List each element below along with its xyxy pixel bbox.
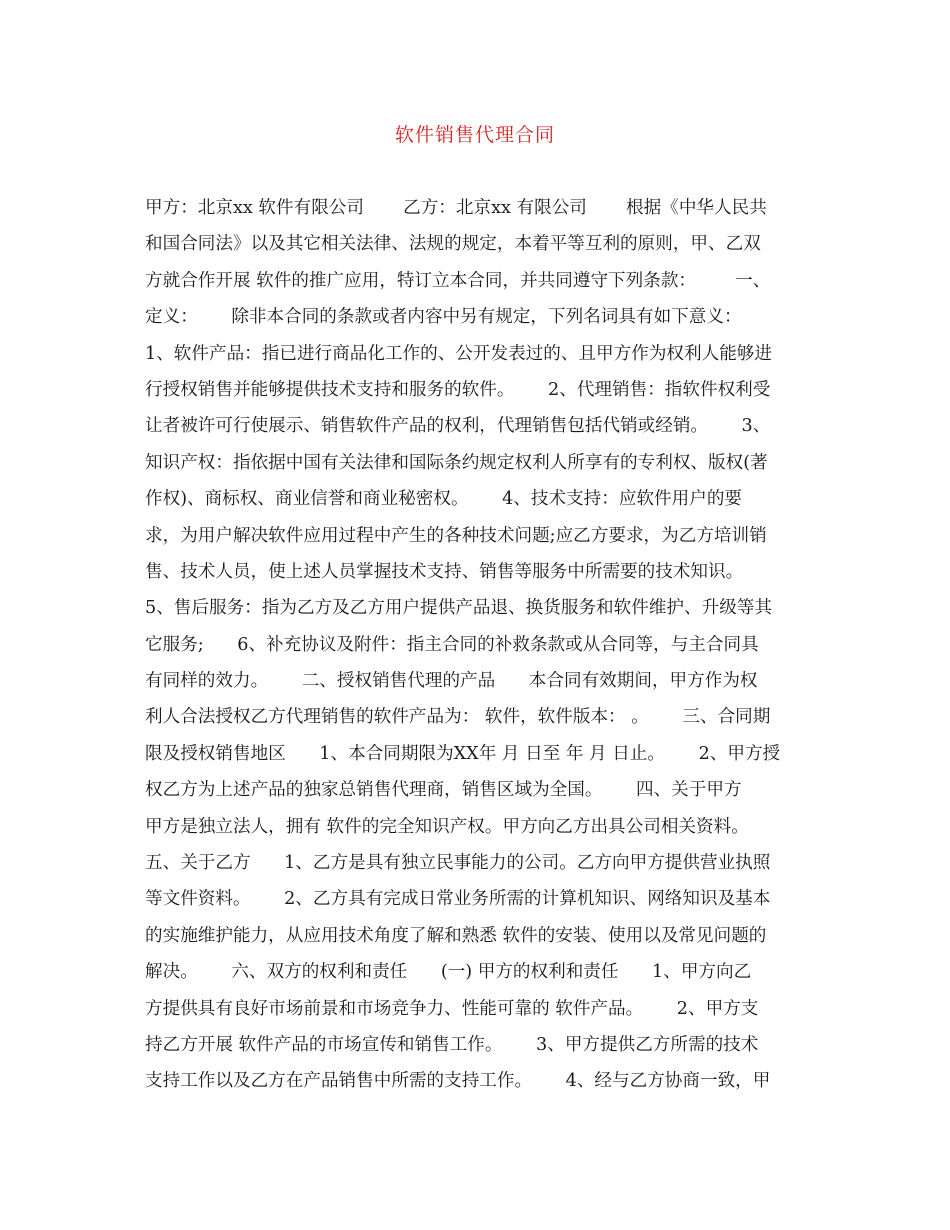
paragraph-line: 五、关于乙方 1、乙方是具有独立民事能力的公司。乙方向甲方提供营业执照 (145, 853, 771, 874)
paragraph-line: 甲方是独立法人，拥有 软件的完全知识产权。甲方向乙方出具公司相关资料。 (145, 816, 749, 837)
paragraph-line: 利人合法授权乙方代理销售的软件产品为： 软件，软件版本： 。 三、合同期 (145, 707, 771, 728)
paragraph-line: 方就合作开展 软件的推广应用，特订立本合同，并共同遵守下列条款： 一、 (145, 270, 771, 291)
paragraph-line: 售、技术人员，使上述人员掌握技术支持、销售等服务中所需要的技术知识。 (145, 561, 744, 582)
paragraph-line: 的实施维护能力，从应用技术角度了解和熟悉 软件的安装、使用以及常见问题的 (145, 925, 767, 946)
paragraph-line: 持乙方开展 软件产品的市场宣传和销售工作。 3、甲方提供乙方所需的技术 (145, 1034, 759, 1055)
paragraph-line: 行授权销售并能够提供技术支持和服务的软件。 2、代理销售：指软件权利受 (145, 379, 771, 400)
document-title: 软件销售代理合同 (394, 124, 555, 146)
paragraph-line: 和国合同法》以及其它相关法律、法规的规定，本着平等互利的原则，甲、乙双 (145, 234, 761, 255)
paragraph-line: 求，为用户解决软件应用过程中产生的各种技术问题;应乙方要求，为乙方培训销 (145, 525, 767, 546)
paragraph-line: 1、软件产品：指已进行商品化工作的、公开发表过的、且甲方作为权利人能够进 (145, 343, 772, 364)
paragraph-line: 作权)、商标权、商业信誉和商业秘密权。 4、技术支持：应软件用户的要 (145, 489, 743, 510)
paragraph-line: 支持工作以及乙方在产品销售中所需的支持工作。 4、经与乙方协商一致，甲 (145, 1071, 771, 1092)
contract-body (145, 190, 810, 1100)
paragraph-line: 限及授权销售地区 1、本合同期限为XX年 月 日至 年 月 日止。 2、甲方授 (145, 743, 781, 764)
paragraph-line: 解决。 六、双方的权利和责任 (一) 甲方的权利和责任 1、甲方向乙 (145, 962, 752, 983)
paragraph-line: 定义： 除非本合同的条款或者内容中另有规定，下列名词具有如下意义： (145, 307, 742, 328)
paragraph-line: 权乙方为上述产品的独家总销售代理商，销售区域为全国。 四、关于甲方 (145, 780, 742, 801)
paragraph-line: 它服务; 6、补充协议及附件：指主合同的补救条款或从合同等，与主合同具 (145, 634, 759, 655)
paragraph-line: 有同样的效力。 二、授权销售代理的产品 本合同有效期间，甲方作为权 (145, 671, 758, 692)
paragraph-line: 等文件资料。 2、乙方具有完成日常业务所需的计算机知识、网络知识及基本 (145, 889, 771, 910)
paragraph-line: 让者被许可行使展示、销售软件产品的权利，代理销售包括代销或经销。 3、 (145, 416, 771, 437)
paragraph-line: 方提供具有良好市场前景和市场竞争力、性能可靠的 软件产品。 2、甲方支 (145, 998, 759, 1019)
paragraph-line: 5、售后服务：指为乙方及乙方用户提供产品退、换货服务和软件维护、升级等其 (145, 598, 772, 619)
paragraph-line: 知识产权：指依据中国有关法律和国际条约规定权利人所享有的专利权、版权(著 (145, 452, 768, 473)
paragraph-line: 甲方：北京xx 软件有限公司 乙方：北京xx 有限公司 根据《中华人民共 (145, 198, 767, 218)
